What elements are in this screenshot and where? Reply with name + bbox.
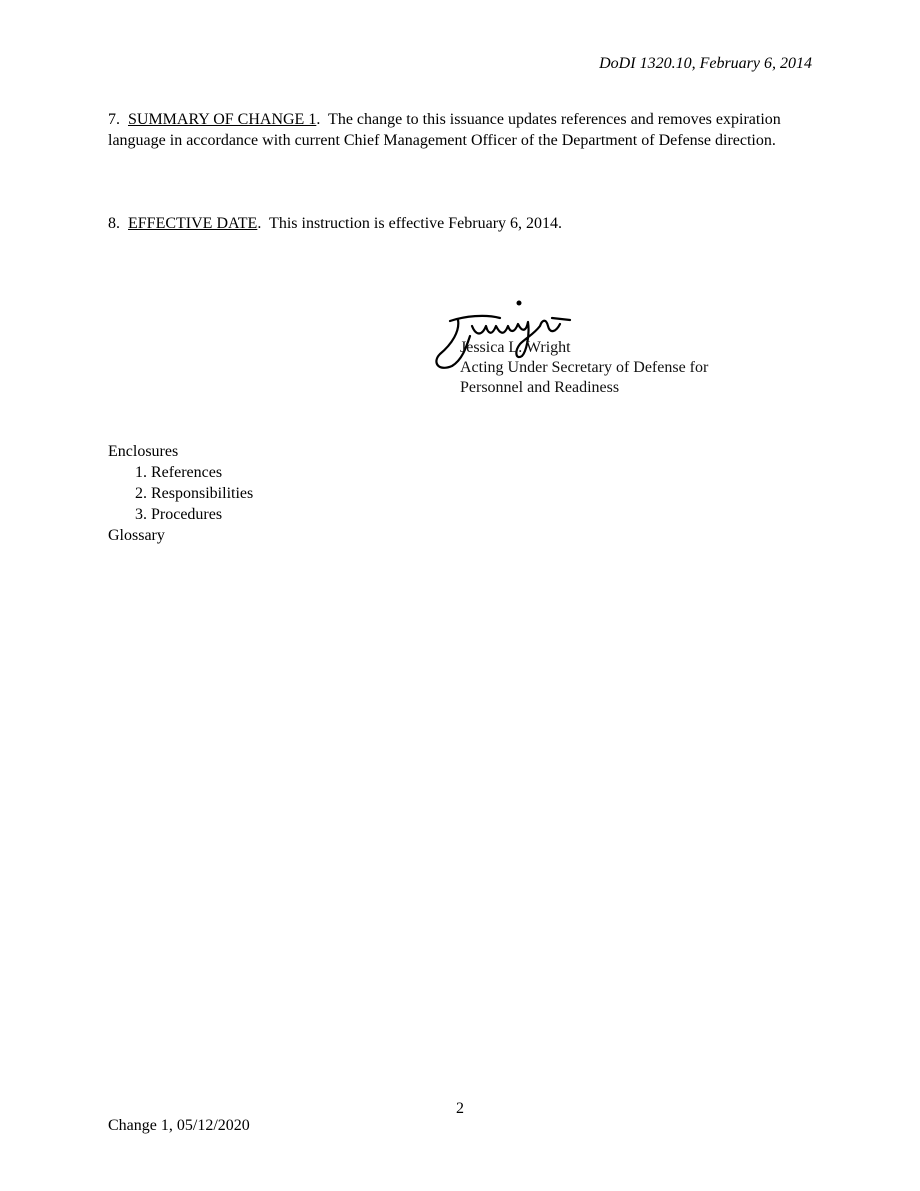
signatory-title-line1: Acting Under Secretary of Defense for (460, 359, 709, 376)
section-8-number: 8. (108, 215, 120, 232)
enclosure-item: 3. Procedures (135, 506, 223, 523)
document-header: DoDI 1320.10, February 6, 2014 (599, 55, 812, 72)
section-7-text: The change to this issuance updates references and removes expiration language in accordance with current Chief Management Officer of the Department of Defense direction. (108, 111, 781, 149)
section-8-title: EFFECTIVE DATE (128, 215, 258, 232)
section-7-title: SUMMARY OF CHANGE 1 (128, 111, 317, 128)
signatory-name: Jessica L. Wright (460, 339, 571, 356)
enclosures-list (108, 441, 253, 546)
change-footer: Change 1, 05/12/2020 (108, 1117, 250, 1134)
page-number: 2 (456, 1100, 464, 1117)
section-8-text: This instruction is effective February 6, 2014. (269, 215, 563, 232)
glossary-label: Glossary (108, 527, 165, 544)
section-7: 7. SUMMARY OF CHANGE 1. The change to this issuance updates references and removes expiration language in accordance with current Chief Management Officer of the Department of Defense direction. (108, 111, 781, 149)
section-7-number: 7. (108, 111, 120, 128)
enclosure-item: 1. References (135, 464, 223, 481)
signature-block (430, 296, 760, 406)
section-8: 8. EFFECTIVE DATE. This instruction is effective February 6, 2014. (108, 215, 563, 232)
enclosure-item: 2. Responsibilities (135, 485, 254, 502)
signatory-title-line2: Personnel and Readiness (460, 379, 620, 396)
enclosures-heading: Enclosures (108, 443, 179, 460)
